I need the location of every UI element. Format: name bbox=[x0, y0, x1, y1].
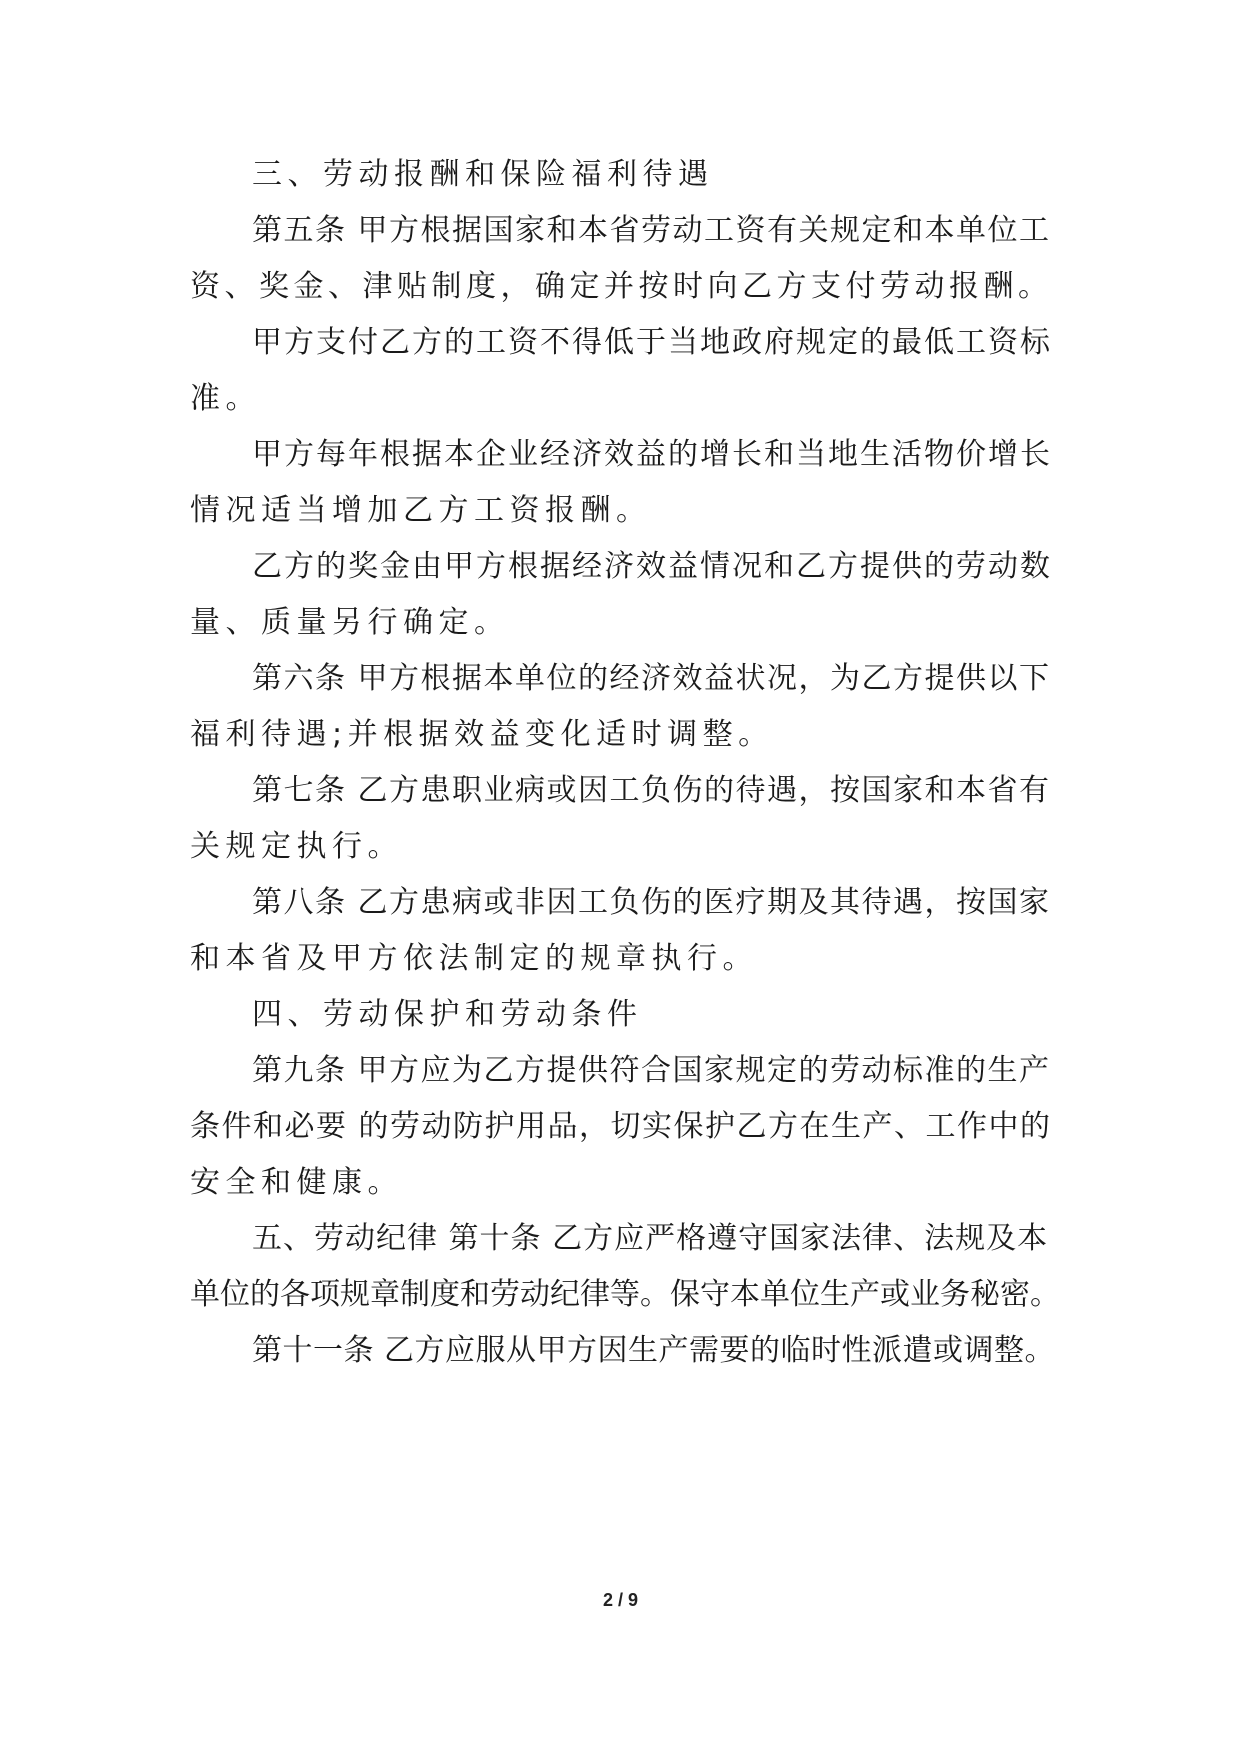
paragraph-line: 第六条 甲方根据本单位的经济效益状况，为乙方提供以下 bbox=[252, 661, 1051, 696]
paragraph-line: 关规定执行。 bbox=[190, 829, 403, 864]
paragraph-line: 量、质量另行确定。 bbox=[190, 605, 510, 640]
paragraph-line: 第八条 乙方患病或非因工负伤的医疗期及其待遇，按国家 bbox=[252, 885, 1051, 920]
paragraph-line: 条件和必要 的劳动防护用品，切实保护乙方在生产、工作中的 bbox=[190, 1109, 1052, 1144]
paragraph-line: 第十一条 乙方应服从甲方因生产需要的临时性派遣或调整。 bbox=[252, 1333, 1056, 1368]
paragraph-line: 准。 bbox=[190, 381, 261, 416]
paragraph-line: 第九条 甲方应为乙方提供符合国家规定的劳动标准的生产 bbox=[252, 1053, 1051, 1088]
paragraph-line: 甲方支付乙方的工资不得低于当地政府规定的最低工资标 bbox=[252, 325, 1052, 360]
section-heading: 三、劳动报酬和保险福利待遇 bbox=[252, 157, 714, 192]
paragraph-line: 甲方每年根据本企业经济效益的增长和当地生活物价增长 bbox=[252, 437, 1052, 472]
paragraph-line: 第七条 乙方患职业病或因工负伤的待遇，按国家和本省有 bbox=[252, 773, 1051, 808]
paragraph-line: 福利待遇;并根据效益变化适时调整。 bbox=[190, 717, 774, 752]
paragraph-line: 乙方的奖金由甲方根据经济效益情况和乙方提供的劳动数 bbox=[252, 549, 1052, 584]
section-heading: 四、劳动保护和劳动条件 bbox=[252, 997, 643, 1032]
paragraph-line: 单位的各项规章制度和劳动纪律等。保守本单位生产或业务秘密。 bbox=[190, 1277, 1060, 1312]
paragraph-line: 第五条 甲方根据国家和本省劳动工资有关规定和本单位工 bbox=[252, 213, 1051, 248]
page-number: 2 / 9 bbox=[602, 1590, 639, 1610]
paragraph-line: 和本省及甲方依法制定的规章执行。 bbox=[190, 941, 758, 976]
paragraph-line: 资、奖金、津贴制度，确定并按时向乙方支付劳动报酬。 bbox=[190, 269, 1053, 304]
paragraph-line: 五、劳动纪律 第十条 乙方应严格遵守国家法律、法规及本 bbox=[252, 1221, 1049, 1256]
paragraph-line: 安全和健康。 bbox=[190, 1165, 403, 1200]
paragraph-line: 情况适当增加乙方工资报酬。 bbox=[190, 493, 652, 528]
